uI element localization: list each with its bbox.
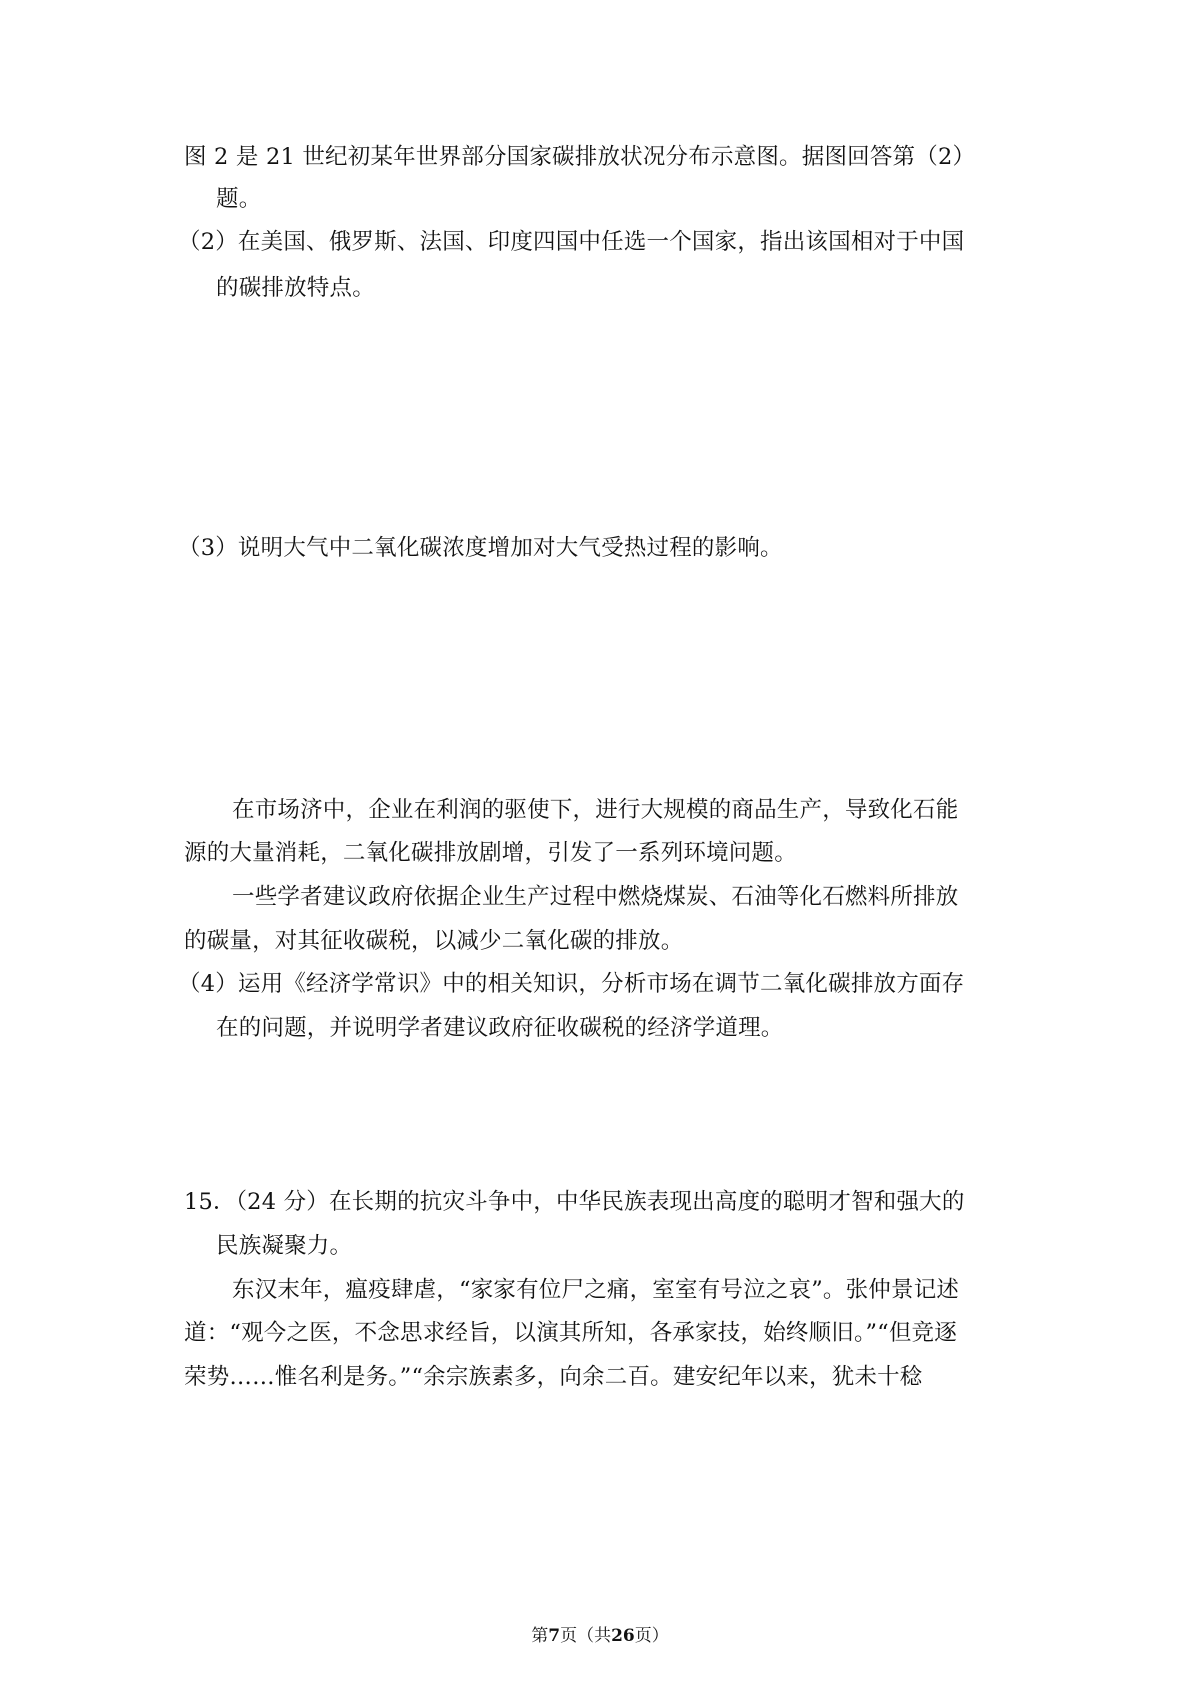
passage-p1-line-1: 在市场济中，企业在利润的驱使下，进行大规模的商品生产，导致化石能	[232, 797, 959, 823]
intro-line-1: 图 2 是 21 世纪初某年世界部分国家碳排放状况分布示意图。据图回答第（2）	[184, 144, 976, 170]
footer-suffix: 页）	[634, 1626, 669, 1646]
intro-line-2: 题。	[216, 186, 262, 212]
question-15-passage-line-2: 道：“观今之医，不念思求经旨，以演其所知，各承家技，始终顺旧。”“但竞逐	[184, 1320, 957, 1346]
question-15-line-2: 民族凝聚力。	[216, 1233, 353, 1259]
question-2-line-2: 的碳排放特点。	[216, 275, 375, 301]
passage-p1-line-2: 源的大量消耗，二氧化碳排放剧增，引发了一系列环境问题。	[184, 840, 797, 866]
passage-p2-line-2: 的碳量，对其征收碳税，以减少二氧化碳的排放。	[184, 928, 684, 954]
question-2-line-1: （2）在美国、俄罗斯、法国、印度四国中任选一个国家，指出该国相对于中国	[178, 229, 965, 255]
question-4-line-1: （4）运用《经济学常识》中的相关知识，分析市场在调节二氧化碳排放方面存	[178, 971, 965, 997]
question-4-line-2: 在的问题，并说明学者建议政府征收碳税的经济学道理。	[216, 1015, 784, 1041]
question-15-passage-line-3: 荣势……惟名利是务。”“余宗族素多，向余二百。建安纪年以来，犹未十稔	[184, 1364, 923, 1390]
footer-page-number: 7	[548, 1626, 561, 1646]
footer-middle: 页（共	[560, 1626, 612, 1646]
footer-total-pages: 26	[611, 1626, 635, 1646]
question-3-line-1: （3）说明大气中二氧化碳浓度增加对大气受热过程的影响。	[178, 535, 783, 561]
question-15-passage-line-1: 东汉末年，瘟疫肆虐，“家家有位尸之痛，室室有号泣之哀”。张仲景记述	[232, 1277, 960, 1303]
page-footer	[0, 1625, 1200, 1647]
question-15-line-1: 15．（24 分）在长期的抗灾斗争中，中华民族表现出高度的聪明才智和强大的	[184, 1189, 965, 1215]
passage-p2-line-1: 一些学者建议政府依据企业生产过程中燃烧煤炭、石油等化石燃料所排放	[232, 884, 959, 910]
footer-prefix: 第	[531, 1626, 549, 1646]
